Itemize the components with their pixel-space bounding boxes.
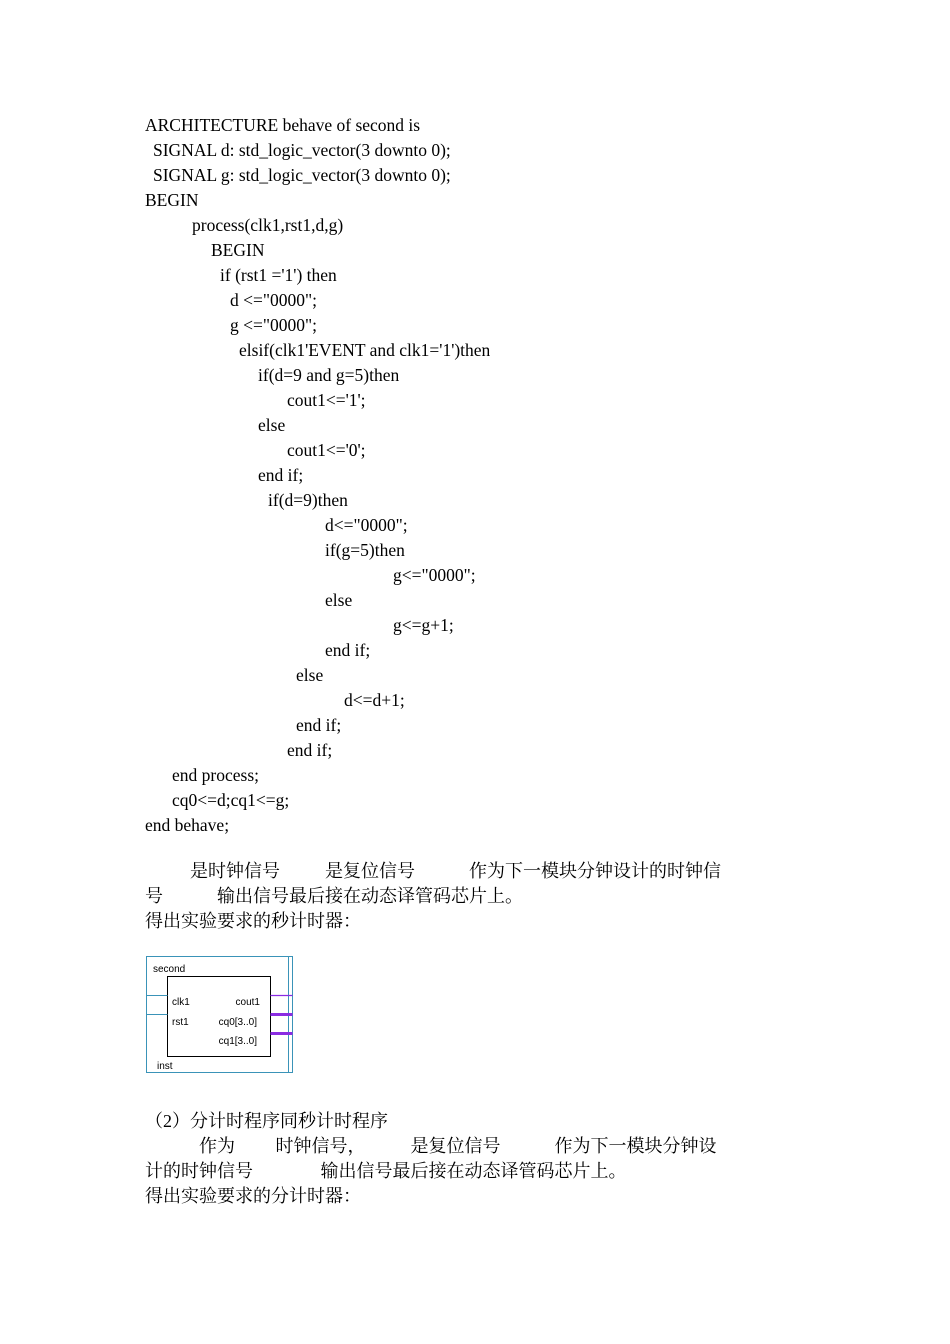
paragraph-line: 得出实验要求的分计时器： bbox=[145, 1186, 361, 1206]
code-line: g<="0000"; bbox=[393, 565, 476, 585]
code-line: if(d=9 and g=5)then bbox=[258, 365, 400, 385]
block-symbol-diagram bbox=[146, 956, 293, 1073]
code-line: elsif(clk1'EVENT and clk1='1')then bbox=[239, 340, 491, 360]
code-line: end if; bbox=[258, 465, 304, 485]
code-line: g <="0000"; bbox=[230, 315, 318, 335]
code-line: ARCHITECTURE behave of second is bbox=[145, 115, 421, 135]
input-label-clk1: clk1 bbox=[172, 997, 190, 1008]
output-label-cq0: cq0[3..0] bbox=[218, 1017, 257, 1028]
paragraph-line: 作为 时钟信号， 是复位信号 作为下一模块分钟设 bbox=[145, 1136, 717, 1156]
code-line: d <="0000"; bbox=[230, 290, 318, 310]
symbol-name-label: second bbox=[153, 964, 186, 975]
code-line: end process; bbox=[172, 765, 259, 785]
input-label-rst1: rst1 bbox=[172, 1017, 189, 1028]
paragraph-line: 得出实验要求的秒计时器： bbox=[145, 911, 361, 931]
code-line: if(d=9)then bbox=[268, 490, 348, 510]
code-line: end if; bbox=[287, 740, 333, 760]
paragraph-line: 号 输出信号最后接在动态译管码芯片上。 bbox=[145, 886, 523, 906]
output-label-cq1: cq1[3..0] bbox=[218, 1036, 257, 1047]
second-block-symbol bbox=[146, 956, 293, 1073]
code-line: cout1<='1'; bbox=[287, 390, 366, 410]
code-line: cq0<=d;cq1<=g; bbox=[172, 790, 290, 810]
code-line: else bbox=[296, 665, 324, 685]
code-line: if(g=5)then bbox=[325, 540, 405, 560]
symbol-instance-label: inst bbox=[157, 1061, 173, 1072]
code-line: SIGNAL d: std_logic_vector(3 downto 0); bbox=[153, 140, 451, 160]
paragraph-line: 是时钟信号 是复位信号 作为下一模块分钟设计的时钟信 bbox=[145, 861, 721, 881]
code-line: end behave; bbox=[145, 815, 230, 835]
code-line: g<=g+1; bbox=[393, 615, 454, 635]
code-line: BEGIN bbox=[145, 190, 199, 210]
code-line: d<="0000"; bbox=[325, 515, 408, 535]
section-heading: （2）分计时程序同秒计时程序 bbox=[145, 1111, 388, 1131]
code-line: else bbox=[325, 590, 353, 610]
code-line: d<=d+1; bbox=[344, 690, 405, 710]
code-line: process(clk1,rst1,d,g) bbox=[192, 215, 344, 235]
code-line: cout1<='0'; bbox=[287, 440, 366, 460]
code-line: BEGIN bbox=[211, 240, 265, 260]
code-line: SIGNAL g: std_logic_vector(3 downto 0); bbox=[153, 165, 451, 185]
code-line: else bbox=[258, 415, 286, 435]
paragraph-line: 计的时钟信号 输出信号最后接在动态译管码芯片上。 bbox=[145, 1161, 627, 1181]
code-line: end if; bbox=[325, 640, 371, 660]
code-line: end if; bbox=[296, 715, 342, 735]
output-label-cout1: cout1 bbox=[235, 997, 260, 1008]
code-line: if (rst1 ='1') then bbox=[220, 265, 337, 285]
